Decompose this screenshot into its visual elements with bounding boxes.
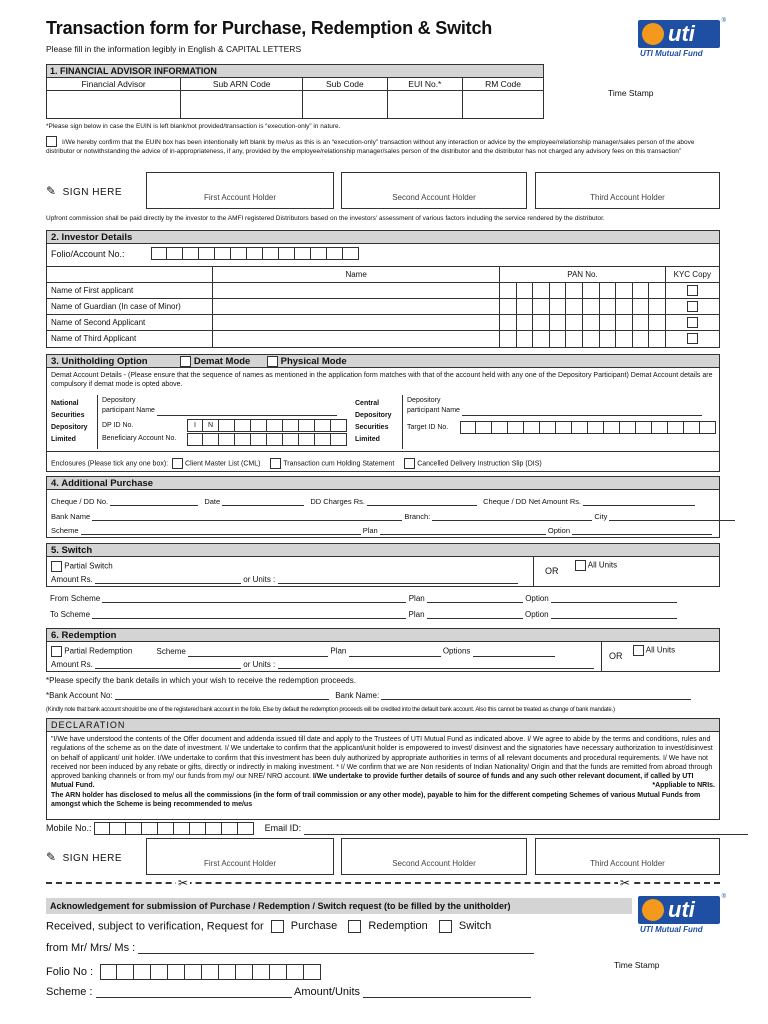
from-option-field[interactable] [551, 594, 677, 603]
row-first-applicant: Name of First applicant [47, 283, 212, 299]
ack-name-field[interactable] [138, 943, 534, 954]
branch-field[interactable] [432, 512, 592, 521]
ack-folio-label: Folio No : [46, 965, 94, 978]
folio-label: Folio/Account No.: [51, 249, 125, 259]
partial-redemption-checkbox[interactable] [51, 646, 62, 657]
section-heading: 4. Additional Purchase [47, 477, 719, 490]
redemption-plan-field[interactable] [349, 648, 441, 657]
pen-icon: ✎ [46, 850, 57, 864]
ack-from-label: from Mr/ Mrs/ Ms : [46, 942, 136, 954]
financial-advisor-table [46, 64, 544, 119]
redemption-bank-account-field[interactable] [115, 691, 329, 700]
switch-amount-field[interactable] [95, 575, 241, 584]
time-stamp-label: Time Stamp [608, 88, 654, 98]
ack-amount-units-field[interactable] [363, 987, 531, 998]
page-subtitle: Please fill in the information legibly in English & CAPITAL LETTERS [46, 44, 302, 54]
col-sub-code: Sub Code [303, 78, 387, 91]
target-id-input[interactable] [460, 421, 716, 434]
sub-arn-field[interactable] [181, 91, 303, 119]
nsdl-label: National Securities Depository Limited [51, 400, 88, 443]
arn-disclosure: The ARN holder has disclosed to me/us all the commissions (in the form of trail commission or any other mode), payable to him for the different competing Schemes of various Mutual Funds from amongst which the Scheme is being recommended to me/us [51, 791, 701, 809]
enclosure-dis-checkbox[interactable] [404, 458, 415, 469]
eui-field[interactable] [387, 91, 463, 119]
to-plan-field[interactable] [427, 610, 523, 619]
nri-note: *Appliable to NRIs. [652, 782, 715, 790]
from-scheme-field[interactable] [102, 594, 406, 603]
switch-units-field[interactable] [278, 575, 518, 584]
col-kyc: KYC Copy [665, 267, 719, 283]
pen-icon: ✎ [46, 184, 57, 198]
kalpavriksha-icon [642, 23, 664, 45]
redemption-amount-field[interactable] [95, 660, 241, 669]
net-amount-field[interactable] [583, 497, 695, 506]
investor-details-section [46, 230, 720, 348]
switch-section: 5. Switch Partial Switch Amount Rs. or Units : OR All Units [46, 543, 720, 587]
col-eui: EUI No.* [387, 78, 463, 91]
signature-first-holder-2[interactable]: First Account Holder [146, 838, 334, 875]
physical-mode-label: Physical Mode [280, 356, 347, 367]
physical-mode-checkbox[interactable] [267, 356, 278, 367]
from-plan-field[interactable] [427, 594, 523, 603]
section-heading: 1. FINANCIAL ADVISOR INFORMATION [47, 65, 544, 78]
cheque-no-field[interactable] [110, 497, 198, 506]
bank-details-note: *Please specify the bank details in which your wish to receive the redemption proceeds. [46, 676, 356, 685]
folio-input[interactable] [151, 247, 359, 260]
rm-code-field[interactable] [463, 91, 544, 119]
investor-table [47, 266, 719, 347]
ack-folio-input[interactable] [100, 964, 321, 980]
additional-purchase-section: 4. Additional Purchase Cheque / DD No. Date DD Charges Rs. Cheque / DD Net Amount Rs. Bank Name Branch: City Scheme Plan Option [46, 476, 720, 538]
enclosures-label: Enclosures (Please tick any one box): [51, 460, 169, 468]
email-field[interactable] [304, 826, 748, 835]
ack-redemption-checkbox[interactable] [348, 920, 361, 933]
ack-received-label: Received, subject to verification, Request for [46, 920, 264, 933]
signature-third-holder-2[interactable]: Third Account Holder [535, 838, 720, 875]
col-sub-arn: Sub ARN Code [181, 78, 303, 91]
ack-scheme-field[interactable] [96, 987, 292, 998]
to-scheme-field[interactable] [92, 610, 406, 619]
nsdl-participant-name-field[interactable] [157, 407, 337, 416]
demat-note: Demat Account Details - (Please ensure that the sequence of names as mentioned in the application form matches with that of the account held with any one of the Depository Participant) Demat Account details are compulsory if demat mode is opted above. [51, 372, 713, 388]
purchase-scheme-field[interactable] [81, 526, 361, 535]
row-third-applicant: Name of Third Applicant [47, 331, 212, 347]
enclosure-holding-statement-checkbox[interactable] [270, 458, 281, 469]
row-second-applicant: Name of Second Applicant [47, 315, 212, 331]
cdsl-label: Central Depository Securities Limited [355, 400, 392, 443]
sign-here-label: ✎ SIGN HERE [46, 184, 123, 198]
unitholding-section: 3. Unitholding Option Demat Mode Physical Mode Demat Account Details - (Please ensure that the sequence of names as mentioned in the application form matches with that of the account held with any one of the Depository Participant) Demat Account details are compulsory if demat mode is opted above. National Securities Depository Limited Depository participant Name DP ID No. I N Beneficiary Account No. Central Depository Securities Limited Depository participant Name Target ID No. Enclosures (Please tick any one box): Client Master List (CML) Transaction cum Holding Statement Cancelled Delivery Instruction Slip (DIS) [46, 354, 720, 472]
dd-charges-field[interactable] [367, 497, 477, 506]
mobile-input[interactable] [94, 822, 254, 835]
switch-or: OR [545, 566, 559, 576]
section-heading: 5. Switch [47, 544, 719, 557]
signature-first-holder[interactable]: First Account Holder [146, 172, 334, 209]
demat-mode-label: Demat Mode [193, 356, 251, 367]
scissors-icon: ✂ [620, 876, 631, 890]
kyc-checkbox-second[interactable] [687, 317, 698, 328]
purchase-plan-field[interactable] [380, 526, 546, 535]
col-rm-code: RM Code [463, 78, 544, 91]
cheque-date-field[interactable] [222, 497, 304, 506]
section-heading: DECLARATION [47, 719, 719, 732]
redemption-bank-name-field[interactable] [381, 691, 691, 700]
cdsl-participant-name-field[interactable] [462, 407, 702, 416]
col-name: Name [212, 267, 499, 283]
ack-purchase-checkbox[interactable] [271, 920, 284, 933]
uti-logo: uti ® UTI Mutual Fund [640, 894, 726, 934]
euin-declaration: I/We hereby confirm that the EUIN box has been intentionally left blank by me/us as this is an “execution-only” transaction without any interaction or advice by the employee/relationship manager/sales person of the above distributor or notwithstanding the advice of in-appropriateness, if any, provided by the employee/relationship manager/sales person of the distributor and the distributor has not charged any advisory fees on this transaction” [46, 139, 695, 155]
sign-here-label: ✎ SIGN HERE [46, 850, 123, 864]
uti-logo: uti ® UTI Mutual Fund [640, 18, 726, 58]
city-field[interactable] [609, 512, 735, 521]
ack-heading: Acknowledgement for submission of Purchase / Redemption / Switch request (to be filled by the unitholder) [46, 898, 632, 914]
second-applicant-name[interactable] [212, 315, 499, 331]
to-option-field[interactable] [551, 610, 677, 619]
signature-third-holder[interactable]: Third Account Holder [535, 172, 720, 209]
beneficiary-account-input[interactable] [187, 433, 347, 446]
ack-time-stamp: Time Stamp [614, 960, 660, 970]
section-heading: 2. Investor Details [47, 231, 719, 244]
declaration-bold-text: I/We undertake to provide further details of source of funds and any such other relevant document, if called by UTI Mutual Fund. [51, 773, 694, 790]
sub-code-field[interactable] [303, 91, 387, 119]
purchase-option-field[interactable] [572, 526, 712, 535]
col-pan: PAN No. [500, 267, 665, 283]
dp-id-input[interactable]: I N [187, 419, 347, 432]
bank-name-field[interactable] [92, 512, 402, 521]
signature-second-holder-2[interactable]: Second Account Holder [341, 838, 527, 875]
signature-second-holder[interactable]: Second Account Holder [341, 172, 527, 209]
section-heading: 6. Redemption [47, 629, 719, 642]
redemption-scheme-field[interactable] [188, 648, 328, 657]
email-label: Email ID: [264, 822, 302, 833]
guardian-name[interactable] [212, 299, 499, 315]
financial-advisor-field[interactable] [47, 91, 181, 119]
upfront-note: Upfront commission shall be paid directly by the investor to the AMFI registered Distributors based on the investors' assessment of various factors including the service rendered by the distributor. [46, 215, 605, 222]
section-heading: 3. Unitholding Option [51, 356, 148, 367]
mobile-label: Mobile No.: [46, 822, 92, 833]
kyc-checkbox-guardian[interactable] [687, 301, 698, 312]
kyc-checkbox-third[interactable] [687, 333, 698, 344]
declaration-section [46, 718, 720, 820]
page-title: Transaction form for Purchase, Redemption & Switch [46, 18, 493, 38]
redemption-options-field[interactable] [473, 648, 555, 657]
redemption-all-units-checkbox[interactable] [633, 645, 644, 656]
first-applicant-name[interactable] [212, 283, 499, 299]
kindly-note: (Kindly note that bank account should be one of the registered bank account in the folio. Else by default the redemption proceeds will be credited into the default bank account. Also this cannot be treated as change of bank mandate.) [46, 707, 615, 713]
redemption-or: OR [609, 651, 623, 661]
ack-scheme-label: Scheme : [46, 986, 93, 998]
demat-mode-checkbox[interactable] [180, 356, 191, 367]
kyc-checkbox-first[interactable] [687, 285, 698, 296]
ack-amount-units-label: Amount/Units [293, 986, 361, 998]
declaration-text: "I/We have understood the contents of the Offer document and addenda issued till date and apply to the Trustees of UTI Mutual Fund as indicated above. I/ We agree to abide by the terms and conditions, rules and regulations of the scheme as on the date of investment. I/ We undertake to confirm that the applicant/unit holder is empowered to invest/ disinvest and the signatories have necessary authorization to invest/disinvest on behalf of applicant/ unit holder. I/We undertake to confirm that this investment has been duly authorized by appropriate authorities in terms of all relevant documents and procedural requirements. I/ We have not received nor been induced by any rebate or gifts, directly or indirectly in making investment. * I/ We confirm that we are Non residents of Indian Nationality/ Origin and that the funds are remitted from abroad through approved banking channels or from my/ our funds from my/ our NRE/ NRO account. [51, 736, 713, 781]
redemption-section: 6. Redemption Partial Redemption Scheme Plan Options Amount Rs. or Units : OR All Units [46, 628, 720, 672]
redemption-units-field[interactable] [278, 660, 594, 669]
partial-switch-checkbox[interactable] [51, 561, 62, 572]
switch-all-units-checkbox[interactable] [575, 560, 586, 571]
row-guardian: Name of Guardian (In case of Minor) [47, 299, 212, 315]
ack-switch-checkbox[interactable] [439, 920, 452, 933]
third-applicant-name[interactable] [212, 331, 499, 347]
enclosure-cml-checkbox[interactable] [172, 458, 183, 469]
kalpavriksha-icon [642, 899, 664, 921]
scissors-icon: ✂ [178, 876, 189, 890]
euin-note: *Please sign below in case the EUIN is left blank/not provided/transaction is “execution-only” in nature. [46, 123, 341, 130]
col-financial-advisor: Financial Advisor [47, 78, 181, 91]
